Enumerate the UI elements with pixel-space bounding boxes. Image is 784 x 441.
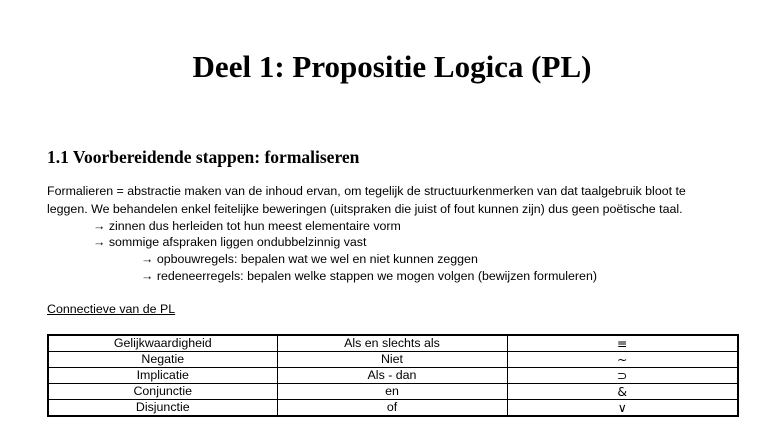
connectives-table	[47, 334, 739, 417]
connective-name: Negatie	[48, 352, 277, 368]
table-row	[48, 400, 738, 417]
intro-paragraph-line-1: Formalieren = abstractie maken van de inhoud ervan, om tegelijk de structuurkenmerken van dat taalgebruik bloot te	[47, 184, 686, 198]
page-title: Deel 1: Propositie Logica (PL)	[192, 49, 592, 84]
connective-symbol: ≡	[507, 335, 738, 352]
connective-name: Gelijkwaardigheid	[48, 335, 277, 352]
connective-symbol: ∨	[507, 400, 738, 417]
connective-reading: Als en slechts als	[277, 335, 507, 352]
connective-reading: Niet	[277, 352, 507, 368]
connective-reading: of	[277, 400, 507, 417]
sub-list-item: → redeneerregels: bepalen welke stappen we mogen volgen (bewijzen formuleren)	[141, 269, 597, 283]
table-row	[48, 384, 738, 400]
table-row	[48, 368, 738, 384]
sub-list-item: → opbouwregels: bepalen wat we wel en niet kunnen zeggen	[141, 252, 478, 266]
connective-reading: en	[277, 384, 507, 400]
connectives-title: Connectieve van de PL	[47, 302, 176, 316]
intro-paragraph-line-2: leggen. We behandelen enkel feitelijke beweringen (uitspraken die juist of fout kunnen zijn) dus geen poëtische taal.	[47, 202, 683, 216]
section-title: 1.1 Voorbereidende stappen: formaliseren	[47, 147, 360, 167]
table-row	[48, 335, 738, 352]
connective-name: Disjunctie	[48, 400, 277, 417]
connective-name: Conjunctie	[48, 384, 277, 400]
connective-symbol: ~	[507, 352, 738, 368]
list-item: → zinnen dus herleiden tot hun meest elementaire vorm	[93, 219, 401, 233]
list-item: → sommige afspraken liggen ondubbelzinnig vast	[93, 235, 367, 249]
connective-symbol: ⊃	[507, 368, 738, 384]
table-row	[48, 352, 738, 368]
connective-symbol: &	[507, 384, 738, 400]
connective-name: Implicatie	[48, 368, 277, 384]
connective-reading: Als - dan	[277, 368, 507, 384]
